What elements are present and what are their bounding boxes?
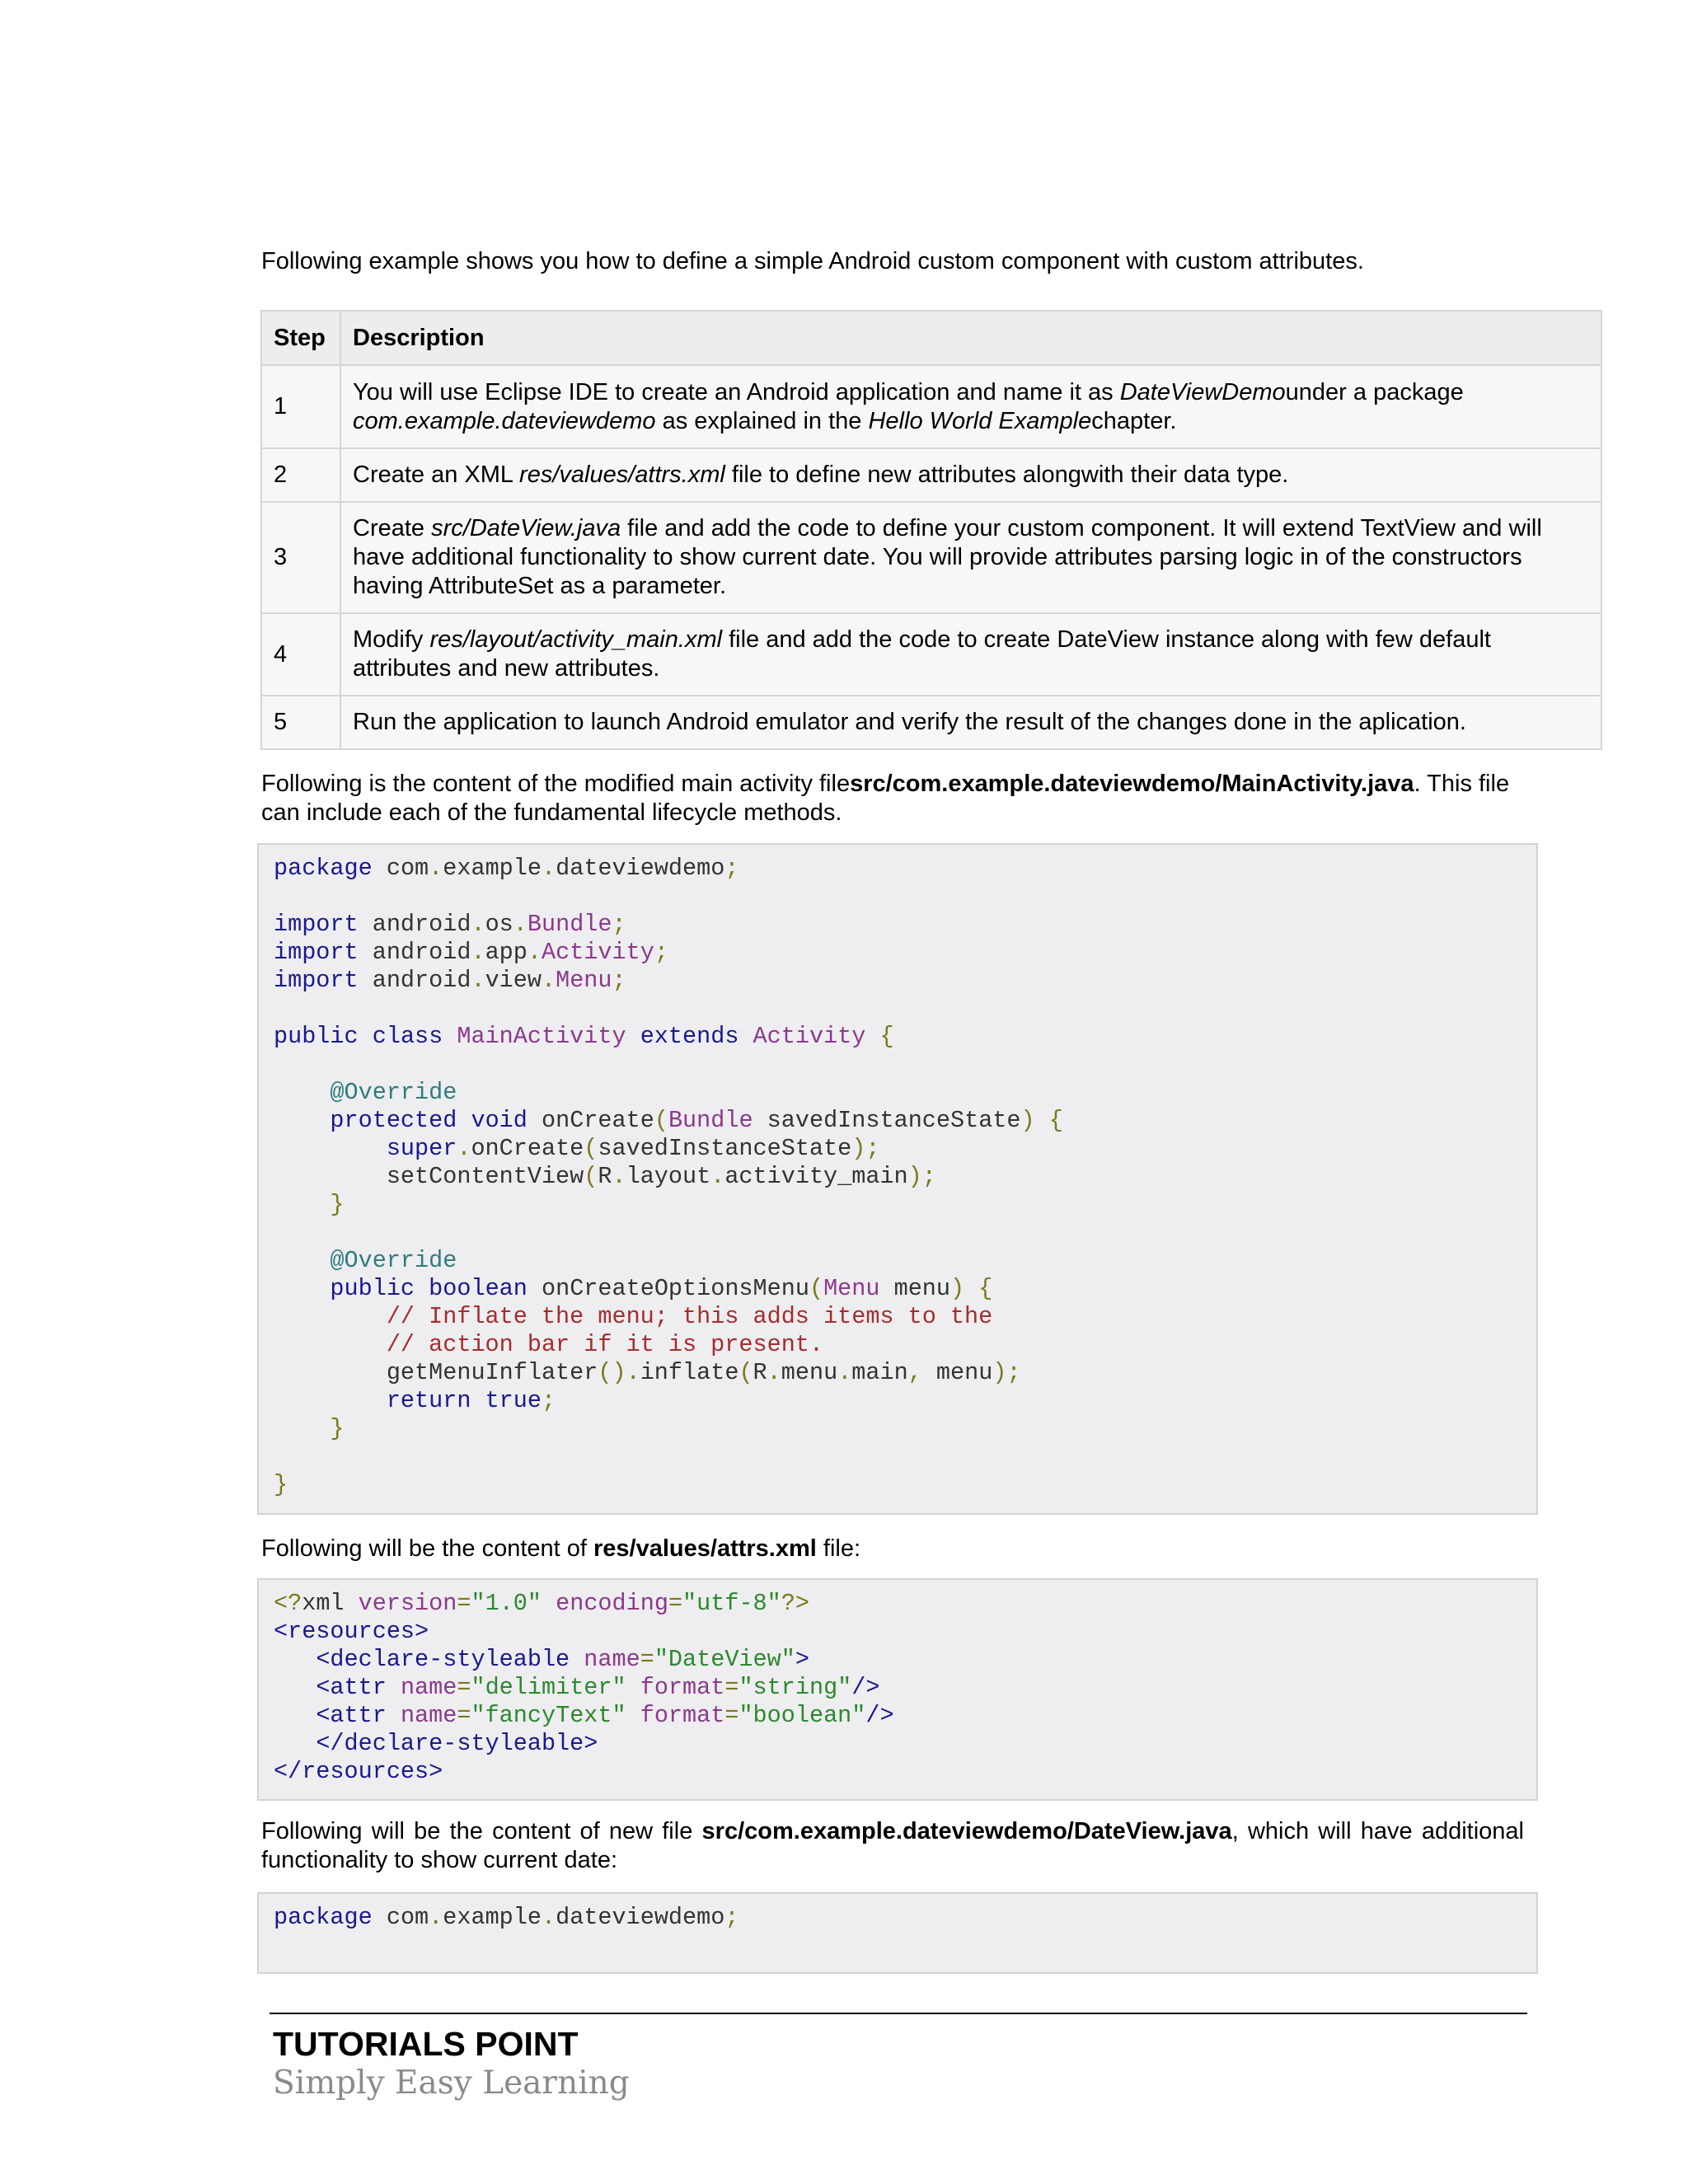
table-row: [261, 696, 1601, 749]
table-row: [261, 365, 1601, 448]
code-line: }: [330, 1415, 345, 1442]
code-line: package com.example.dateviewdemo;: [274, 1904, 739, 1931]
code-line: }: [274, 1471, 288, 1498]
step-description: Modify res/layout/activity_main.xml file and add the code to create DateView instance along with few default attributes and new attributes.: [340, 613, 1601, 696]
table-row: [261, 502, 1601, 613]
code-line: }: [330, 1191, 345, 1218]
table-row: [261, 448, 1601, 502]
step-description: Create an XML res/values/attrs.xml file to define new attributes alongwith their data type.: [340, 448, 1601, 502]
code-line: [274, 1219, 1536, 1247]
attrs-paragraph: Following will be the content of res/values/attrs.xml file:: [261, 1535, 861, 1562]
code-line: [274, 1051, 1536, 1079]
step-number: 4: [261, 613, 340, 696]
code-block-main-activity: [257, 843, 1538, 1515]
code-line: <attr name="delimiter" format="string"/>: [316, 1674, 880, 1701]
code-line: protected void onCreate(Bundle savedInstanceState) {: [330, 1107, 1063, 1134]
dateview-paragraph: Following will be the content of new file src/com.example.dateviewdemo/DateView.java, which will have additional functionality to show current date:: [261, 1818, 1524, 1873]
code-line: public class MainActivity extends Activity {: [274, 1023, 894, 1050]
code-line: import android.view.Menu;: [274, 967, 626, 994]
table-row: [261, 613, 1601, 696]
step-number: 5: [261, 696, 340, 749]
code-line: <declare-styleable name="DateView">: [316, 1646, 809, 1673]
header-description: Description: [340, 311, 1601, 365]
code-line: <resources>: [274, 1618, 429, 1645]
code-line: // Inflate the menu; this adds items to the: [274, 1303, 993, 1330]
code-block-dateview: [257, 1892, 1538, 1974]
code-line: setContentView(R.layout.activity_main);: [274, 1163, 936, 1190]
code-line: import android.app.Activity;: [274, 939, 668, 966]
footer-tagline: Simply Easy Learning: [273, 2064, 630, 2102]
step-number: 1: [261, 365, 340, 448]
step-description: Run the application to launch Android emulator and verify the result of the changes done in the aplication.: [340, 696, 1601, 749]
code-line: <attr name="fancyText" format="boolean"/>: [316, 1702, 894, 1729]
step-description: You will use Eclipse IDE to create an Android application and name it as DateViewDemounder a package com.example.dateviewdemo as explained in the Hello World Examplechapter.: [340, 365, 1601, 448]
code-line: @Override: [330, 1247, 457, 1274]
code-line: </resources>: [274, 1758, 443, 1785]
steps-table: [260, 310, 1602, 750]
code-line: [274, 995, 1536, 1023]
footer-brand: TUTORIALS POINT: [273, 2025, 579, 2063]
footer-divider: [270, 2013, 1527, 2014]
step-description: Create src/DateView.java file and add the code to define your custom component. It will extend TextView and will have additional functionality to show current date. You will provide attributes parsing logic in of the constructors having AttributeSet as a parameter.: [340, 502, 1601, 613]
code-line: import android.os.Bundle;: [274, 911, 626, 938]
table-header-row: [261, 311, 1601, 365]
code-line: package com.example.dateviewdemo;: [274, 855, 739, 882]
code-line: getMenuInflater().inflate(R.menu.main, menu);: [274, 1359, 1021, 1386]
intro-paragraph: Following example shows you how to define a simple Android custom component with custom attributes.: [261, 248, 1364, 274]
code-line: @Override: [330, 1079, 457, 1106]
code-line: [274, 883, 1536, 911]
code-line: return true;: [386, 1387, 556, 1414]
code-block-attrs-xml: [257, 1578, 1538, 1801]
code-line: super.onCreate(savedInstanceState);: [386, 1135, 880, 1162]
code-line: [274, 1443, 1536, 1471]
main-activity-paragraph: Following is the content of the modified main activity filesrc/com.example.dateviewdemo/MainActivity.java. This file can include each of the fundamental lifecycle methods.: [261, 771, 1510, 826]
code-line: <?xml version="1.0" encoding="utf-8"?>: [274, 1590, 809, 1617]
code-line: </declare-styleable>: [316, 1730, 598, 1757]
code-line: public boolean onCreateOptionsMenu(Menu menu) {: [330, 1275, 993, 1302]
code-line: // action bar if it is present.: [274, 1331, 824, 1358]
step-number: 2: [261, 448, 340, 502]
header-step: Step: [261, 311, 340, 365]
step-number: 3: [261, 502, 340, 613]
